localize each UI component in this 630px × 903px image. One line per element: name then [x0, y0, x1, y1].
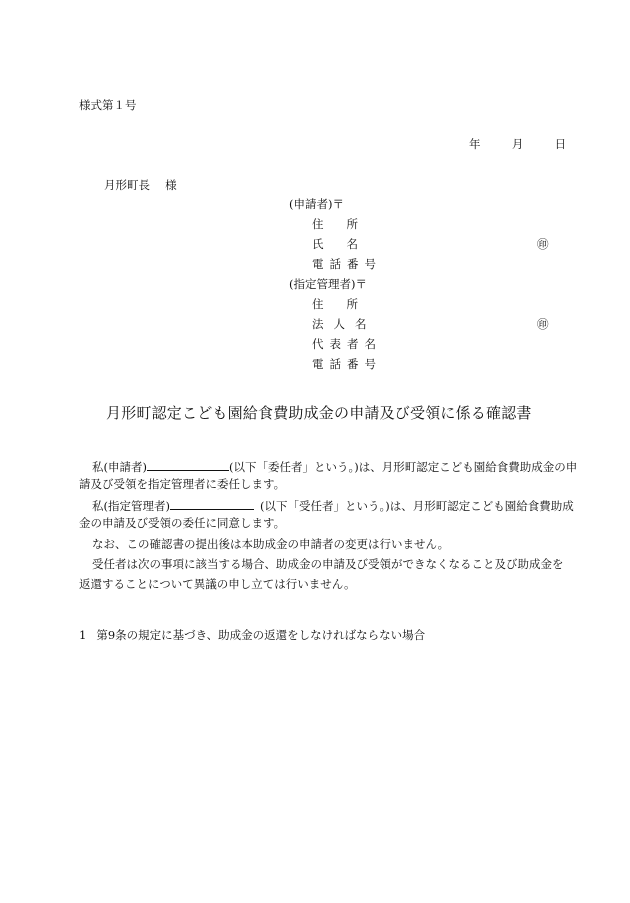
paragraph-3: なお、この確認書の提出後は本助成金の申請者の変更は行いません。	[92, 537, 450, 551]
paragraph-1-line-1	[92, 458, 577, 474]
item-number: 1	[79, 628, 87, 642]
paragraph-2-line-2: 金の申請及び受領の委任に同意します。	[79, 516, 286, 530]
date-day: 日	[554, 137, 567, 151]
applicant-name-blank	[147, 458, 229, 471]
document-title: 月形町認定こども園給食費助成金の申請及び受領に係る確認書	[106, 404, 532, 422]
date-year: 年	[469, 137, 481, 151]
p2-prefix: 私(指定管理者)	[92, 499, 170, 513]
p2-suffix: (以下「受任者」という。)は、月形町認定こども園給食費助成	[259, 499, 574, 513]
date-month: 月	[511, 137, 524, 151]
applicant-phone-label: 電話番号	[312, 257, 382, 271]
manager-name-blank	[170, 497, 254, 510]
form-number: 様式第１号	[79, 98, 137, 112]
date-line	[469, 137, 566, 151]
manager-seal: ㊞	[537, 317, 549, 331]
manager-phone-label: 電話番号	[312, 357, 382, 371]
applicant-seal: ㊞	[537, 237, 549, 251]
item-text: 第9条の規定に基づき、助成金の返還をしなければならない場合	[96, 628, 426, 642]
paragraph-2-line-1	[92, 497, 574, 513]
list-item	[79, 628, 425, 642]
p1-prefix: 私(申請者)	[92, 460, 147, 474]
paragraph-4-line-1: 受任者は次の事項に該当する場合、助成金の申請及び受領ができなくなること及び助成金を	[92, 557, 564, 571]
manager-rep-label: 代表者名	[312, 337, 382, 351]
manager-heading: (指定管理者)〒	[289, 277, 367, 291]
paragraph-1-line-2: 請及び受領を指定管理者に委任します。	[79, 477, 286, 491]
manager-corp-label: 法人名	[312, 317, 377, 331]
addressee: 月形町長 様	[104, 178, 177, 192]
p1-suffix: (以下「委任者」という。)は、月形町認定こども園給食費助成金の申	[228, 460, 578, 474]
manager-address-label: 住 所	[312, 297, 358, 311]
paragraph-4-line-2: 返還することについて異議の申し立ては行いません。	[79, 577, 356, 591]
applicant-heading: (申請者)〒	[289, 197, 344, 211]
applicant-address-label: 住 所	[312, 217, 358, 231]
applicant-name-label: 氏 名	[312, 237, 358, 251]
